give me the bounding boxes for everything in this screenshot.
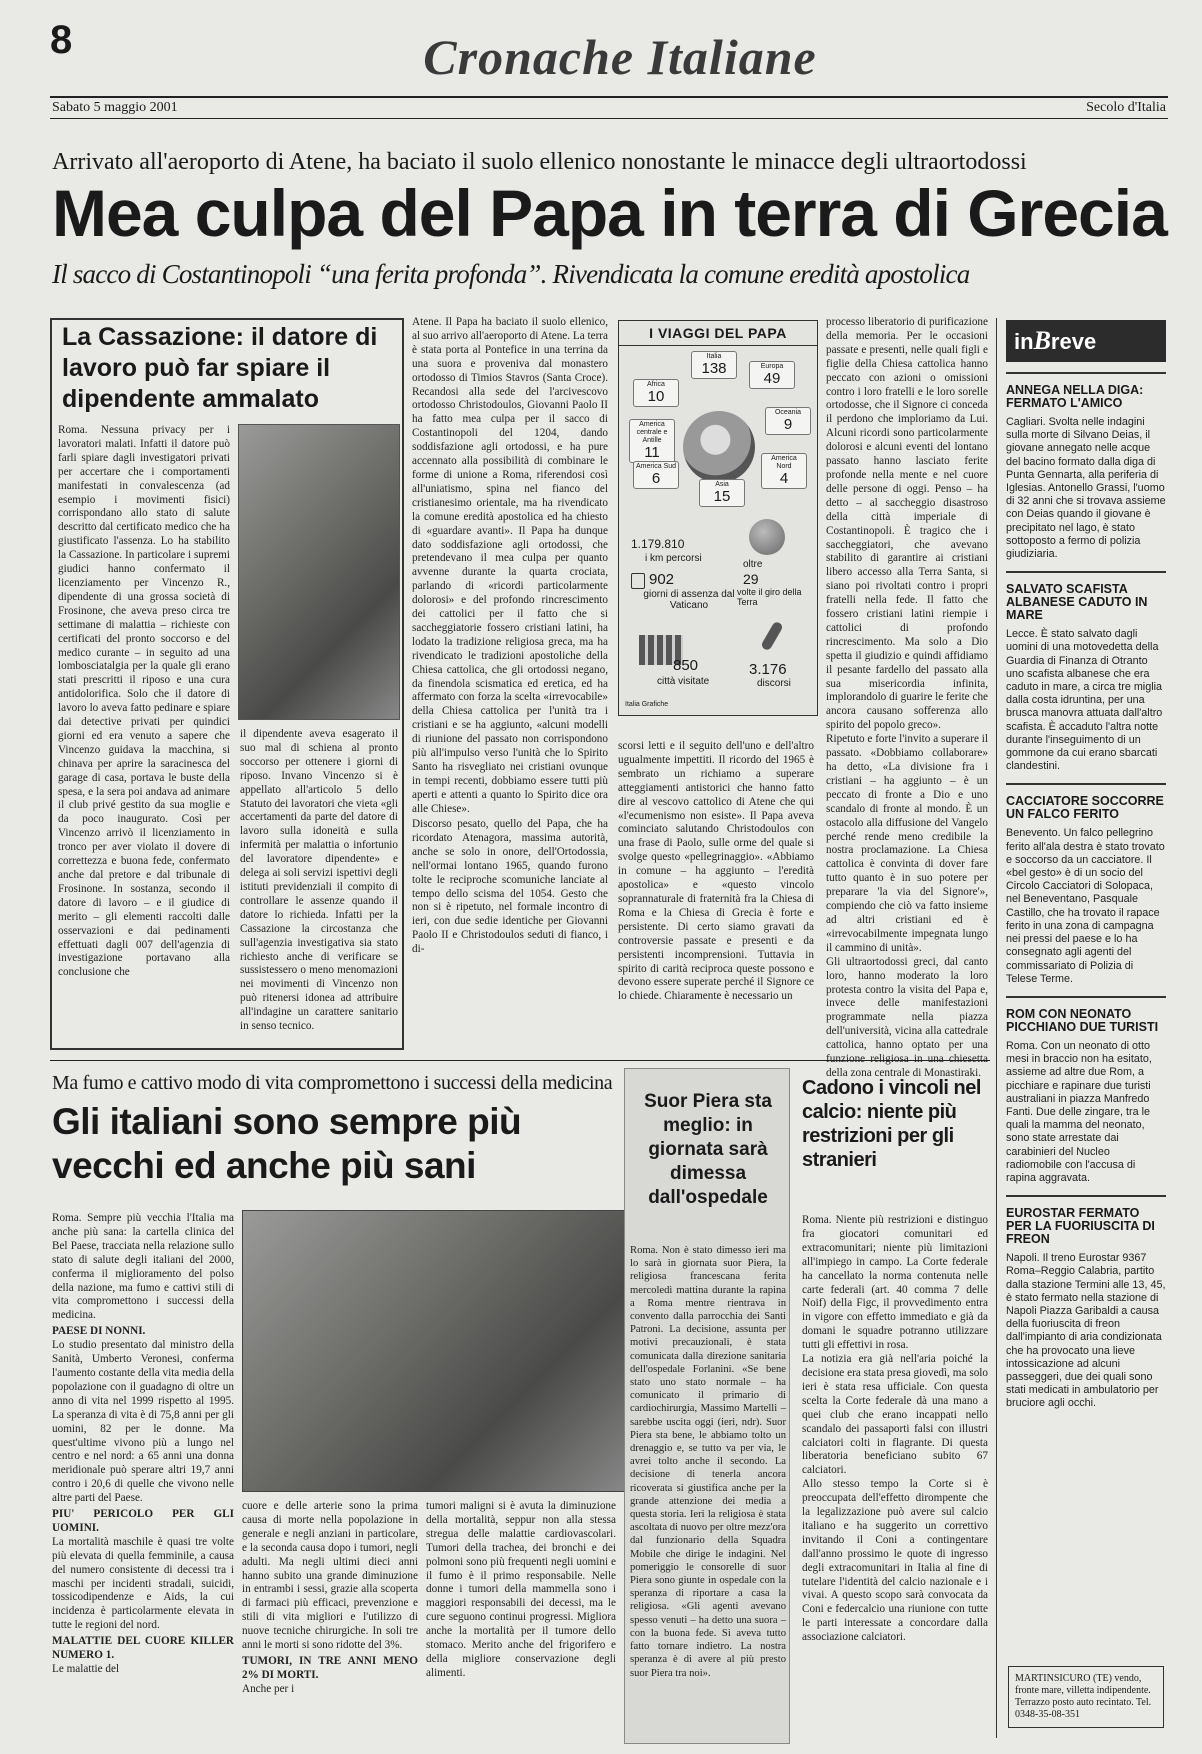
- divider-mid: [50, 1060, 990, 1061]
- region-item: [749, 361, 795, 389]
- breve-item-title: ANNEGA NELLA DIGA: FERMATO L'AMICO: [1006, 383, 1144, 410]
- breve-item-title: ROM CON NEONATO PICCHIANO DUE TURISTI: [1006, 1006, 1159, 1034]
- calcio-body: Roma. Niente più restrizioni e distinguo fra giocatori comunitari ed extracomunitari; niente più limitazioni all'impiego in campo. La Corte federale ha cancellato la norma contenuta nelle carte federali (art. 40 comma 7 delle Noif) della Figc, il provvedimento entra in vigore con effetto immediato e già da domani le squadre potranno utilizzare tutti gli effettivi in rosa. La notizia era già nell'aria poiché la decisione era stata presa giovedì, ma solo ieri è stata resa ufficiale. Con questa scelta la Corte federale dà una mano a quei club che erano incappati nello scandalo dei passaporti falsi con illustri calciatori colti in flagrante. Di questa liberatoria beneficiano subito 67 calciatori. Allo stesso tempo la Corte si è preoccupata dell'effetto dirompente che la legalizzazione può avere sul calcio italiano e ha suggerito un correttivo invitando il Coni a contingentare dall'anno prossimo le quote di ingresso degli extracomunitari in Italia al fine di tutelare l'identità del calcio nazionale e i vivai. A questo scopo sarà convocata da Coni e federcalcio una riunione con tutte le parti interessate a concordare dalla associazione calciatori.: [802, 1214, 988, 1644]
- health-col1: [52, 1212, 234, 1742]
- breve-item-body: Napoli. Il treno Eurostar 9367 Roma–Reggio Calabria, partito dalla stazione Termini alle 13, 45, è stato fermato nella stazione di Napoli Piazza Garibaldi a causa della fuoriuscita di freon dall'impianto di aria condizionata che ha provocato una lieve intossicazione ad alcuni passeggeri, due dei quali sono stati medicati in ambulatorio per bruciore agli occhi.: [1006, 1252, 1166, 1410]
- region-value: 9: [783, 416, 793, 433]
- main-lead: Atene. Il Papa ha baciato il suolo ellenico, al suo arrivo all'aeroporto di Atene. La terra è stata porta al Pontefice in una terrina da una suora e proveniva dal monastero ortodosso di Timios Stavros (Santa Croce). Recandosi alla sede del l'arcivescovo ortodosso Christodoulos, Giovanni Paolo II ha fatto mea culpa per il sacco di Costantinopoli del 1204, dando soddisfazione agli ortodossi, e ha pure accennato alla possibilità di combinare le forme di unione a Roma, riferendosi così all'uniatismo, spina nel fianco del cristianesimo orientale, ma ha rivendicato la comune eredità apostolica ed ha chiesto di «guardare avanti». Il Papa ha dunque dato soddisfazione agli ortodossi, che pretendevano il mea culpa per quanto avvenne durante la quarta crociata, parlando di «ricordi particolarmente dolorosi» e del profondo rincrescimento dei cattolici per il fatto che si saccheggiatorie fossero cristiani latini, ha lodato la tradizione religiosa greca, ma ha rivendicato le tradizioni apostoliche della Chiesa cattolica, che gli ortodossi negano, da finendola scismatica ed eretica, ed ha affermato con forza la scelta «irrevocabile» della Chiesa cattolica per l'unità tra i cristiani e se ha aggiunto, «alcuni modelli di riunione del passato non corrispondono più all'impulso verso l'unità che lo Spirito Santo ha risvegliato nei cristiani ovunque in tempi recenti, dobbiamo essere tutti più aperti e attenti a quanto lo Spirito dice ora alle Chiese».: [412, 316, 608, 815]
- breve-header-b: B: [1033, 326, 1051, 355]
- region-value: 4: [779, 470, 789, 487]
- paper-name: Secolo d'Italia: [1086, 100, 1166, 115]
- earth-label: volte il giro della Terra: [737, 587, 802, 607]
- breve-column: [1006, 320, 1166, 1732]
- infographic-credit: Italia Grafiche: [625, 701, 669, 708]
- km-label: i km percorsi: [645, 553, 702, 564]
- region-label: Oceania: [774, 409, 802, 416]
- cities-label: città visitate: [657, 676, 710, 687]
- region-label: Asia: [715, 481, 729, 488]
- earth-value: 29: [743, 571, 759, 587]
- section-title: Cronache Italiane: [423, 29, 817, 85]
- health-sub3: MALATTIE DEL CUORE KILLER NUMERO 1.: [52, 1635, 234, 1662]
- region-item: [633, 379, 679, 407]
- header-rule-top: [50, 96, 1168, 98]
- region-item: [761, 453, 807, 489]
- region-item: [691, 351, 737, 379]
- main-kicker: Arrivato all'aeroporto di Atene, ha baciato il suolo ellenico nonostante le minacce degli ultraortodossi: [52, 149, 1027, 175]
- region-label: Africa: [647, 381, 665, 388]
- cassazione-body-col2: il dipendente aveva esagerato il suo mal di schiena al pronto soccorso per ottenere i giorni di riposo. Invano Vincenzo si è appellato all'articolo 5 dello Statuto dei lavoratori che vieta «gli accertamenti da parte del datore di lavoro sulla idoneità e sulla infermità per malattia o infortunio del lavoratore dipendente» e delega ai soli servizi ispettivi degli istituti previdenziali il compito di controllare le assenze quando il datore lo richieda. Infatti per la Cassazione la circostanza che sull'agenzia investigativa sia stato richiesto anche di verificare se sussistessero o meno menomazioni nei movimenti di Vincenzo non può ritenersi idonea ad attribuire all'indagine un carattere sanitario in senso tecnico.: [240, 728, 398, 1033]
- region-item: [765, 407, 811, 435]
- pope-figure: [683, 411, 755, 483]
- region-value: 6: [651, 470, 661, 487]
- health-body4: Le malattie del: [52, 1663, 120, 1675]
- breve-header: [1006, 320, 1166, 362]
- cassazione-headline: La Cassazione: il datore di lavoro può far spiare il dipendente ammalato: [62, 323, 378, 413]
- speeches-value: 3.176: [749, 661, 787, 678]
- health-sub2: PIU' PERICOLO PER GLI UOMINI.: [52, 1508, 234, 1534]
- main-col3: scorsi letti e il seguito dell'uno e dell'altro ugualmente impettiti. Il ricordo del 1965 è sembrato un richiamo a superare atteggiamenti antistorici che hanno fatto dire al vescovo cattolico di Atene che qui «l'ecumenismo non esiste». Il Papa aveva cominciato salutando Christodoulos con una frase di Paolo, sulle orme del quale si svolge questo «pellegrinaggio». «Abbiamo in comune – ha aggiunto – l'eredità apostolica» e «questo vincolo soprannaturale di fraternità fra la Chiesa di Roma e la Chiesa di Grecia è forte e persistente. Di certo siamo gravati da controversie passate e presenti e da persistenti incomprensioni. Tuttavia in spirito di carità reciproca queste possono e devono essere superate perché il Signore ce lo chiede. Chiaramente è necessario un: [618, 740, 814, 1003]
- region-value: 49: [763, 370, 781, 387]
- region-label: America centrale e Antille: [636, 421, 668, 444]
- region-label: Italia: [706, 353, 722, 360]
- breve-item: [1006, 996, 1166, 1185]
- health-body2: Lo studio presentato dal ministro della Sanità, Umberto Veronesi, conferma l'aumento costante della vita media della popolazione con il guadagno di oltre un anno di vita nel 1999 rispetto al 1995. La speranza di vita è di 75,8 anni per gli uomini, 82 per le donne. Ma quest'ultime vivono più a lungo nel centro e nel nord: a 65 anni una donna meridionale può sperare altri 19,7 anni contro i 20,6 di quelle che vivono nelle altre parti del Paese.: [52, 1339, 234, 1505]
- days-label: giorni di assenza dal Vaticano: [643, 589, 735, 611]
- globe-icon: [749, 519, 785, 555]
- breve-item: [1006, 1195, 1166, 1410]
- health-kicker: Ma fumo e cattivo modo di vita compromettono i successi della medicina: [52, 1072, 613, 1094]
- region-label: Europa: [760, 363, 784, 370]
- health-col3: tumori maligni si è avuta la diminuzione della mortalità, seppur non alla stessa stregua delle malattie cardiovascolari. Tumori della trachea, dei bronchi e dei polmoni sono più frequenti negli uomini e il fumo è il primo responsabile. Nelle donne i tumori della mammella sono i maggiori responsabili dei decessi, ma le cure seguono continui progressi. Migliora anche la mortalità per il tumore dello stomaco. Merito anche del frigorifero e della migliore conservazione degli alimenti.: [426, 1500, 616, 1679]
- earth-prefix: oltre: [743, 559, 763, 570]
- infographic-title: I VIAGGI DEL PAPA: [619, 321, 817, 346]
- region-value: 138: [701, 360, 727, 377]
- breve-item-body: Benevento. Un falco pellegrino ferito all'ala destra è stato trovato e soccorso da un cacciatore. Il «bel gesto» è di un socio del Circolo Cacciatori di Solopaca, nel Beneventano, Pasquale Castillo, che ha trovato il rapace ferito in una zona di campagna nei pressi del paese e lo ha consegnato agli agenti del commissariato di Polizia di Telese Terme.: [1006, 827, 1165, 985]
- health-photo: [242, 1210, 628, 1492]
- region-value: 10: [647, 388, 665, 405]
- health-col2-text: cuore e delle arterie sono la prima causa di morte nella popolazione in generale e negli anziani in particolare, e la seconda causa dopo i tumori, negli adulti. Ma negli ultimi dieci anni hanno subito una grande diminuzione in entrambi i sessi, grazie alla scoperta di farmaci più efficaci, prevenzione e stili di vita migliori e l'utilizzo di nuove tecniche chirurgiche. In soli tre anni le morti si sono ridotte del 3%.: [242, 1500, 418, 1652]
- date-line: Sabato 5 maggio 2001: [52, 100, 178, 115]
- page-number: 8: [50, 18, 73, 62]
- days-value: 902: [649, 571, 675, 588]
- breve-item-title: CACCIATORE SOCCORRE UN FALCO FERITO: [1006, 794, 1164, 822]
- breve-item: [1006, 783, 1166, 985]
- infographic-box: [618, 320, 818, 716]
- cassazione-photo: [238, 424, 400, 720]
- breve-items: [1006, 372, 1166, 1411]
- breve-item: [1006, 372, 1166, 561]
- health-col2b: Anche per i: [242, 1682, 295, 1695]
- km-value: 1.179.810: [631, 537, 685, 551]
- breve-header-in: in: [1014, 329, 1034, 354]
- divider-main-breve: [996, 318, 997, 1738]
- main-col4: processo liberatorio di purificazione della memoria. Per le occasioni passate e presenti, nelle quali figli e figlie della Chiesa cattolica hanno peccato con azioni o omissioni contro i loro fratelli e le loro sorelle ortodosse, che il Signore ci conceda il perdono che imploriamo da Lui. Alcuni ricordi sono particolarmente dolorosi e alcuni eventi del lontano passato hanno lasciato ferite profonde nella mente e nel cuore delle persone di oggi. Penso – ha detto – al saccheggio disastroso della città imperiale di Costantinopoli. È tragico che i saccheggiatori, che avevano stabilito di garantire ai cristiani libero accesso alla Terra Santa, si siano poi rivoltati contro i propri fratelli nella fede. Il fatto che fossero cristiani latini riempie i cattolici di profondo rincrescimento. Ma solo a Dio spetta il giudizio e quindi affidiamo il pesante fardello del passato alla sua misericordia infinita, implorandolo di guarire le ferite che ancora causano sofferenza allo spirito del popolo greco». Ripetuto e forte l'invito a superare il passato. «Dobbiamo collaborare» ha detto, «La divisione fra i cristiani – ha aggiunto – è un peccato di fronte a Dio e uno scandalo di fronte al mondo. È un ostacolo alla diffusione del Vangelo perché rende meno credibile la nostra proclamazione. La Chiesa cattolica è convinta di dover fare tutto quanto è in suo potere per preparare 'la via del Signore'», compiendo che ciò va fatto insieme ad altri cristiani ed è «irrevocabilmente impegnata lungo il cammino di unità». Gli ultraortodossi greci, dal canto loro, hanno moderato la loro protesta contro la visita del Papa e, invece delle manifestazioni programmate nella piazza dell'università, vicina alla cattedrale cattolica, hanno optato per una della zona centrale di Monastiraki.: [826, 316, 988, 1079]
- region-item: [629, 419, 675, 463]
- main-headline: Mea culpa del Papa in terra di Grecia: [52, 176, 1167, 250]
- breve-header-rest: reve: [1050, 329, 1097, 354]
- speeches-label: discorsi: [757, 678, 791, 689]
- breve-item: [1006, 571, 1166, 773]
- breve-item-body: Roma. Con un neonato di otto mesi in braccio non ha esitato, assieme ad altre due Rom, a picchiare e rapinare due turisti australiani in piazza Manfredo Fanti. Due delle zingare, tra le quali la mamma del neonato, sono state arrestate dai carabinieri del Nucleo radiomobile con l'accusa di rapina aggravata.: [1006, 1039, 1152, 1184]
- breve-item-title: SALVATO SCAFISTA ALBANESE CADUTO IN MARE: [1006, 582, 1148, 623]
- health-headline: Gli italiani sono sempre più vecchi ed anche più sani: [52, 1101, 522, 1186]
- breve-item-title: EUROSTAR FERMATO PER LA FUORIUSCITA DI FREON: [1006, 1206, 1155, 1247]
- header-rule-bottom: [50, 118, 1168, 119]
- microphone-icon: [760, 621, 784, 652]
- piera-body: Roma. Non è stato dimesso ieri ma lo sarà in giornata suor Piera, la religiosa francescana ferita mercoledì mattina durante la rapina a Roma mentre rientrava in convento dalla parrocchia dei Santi Patroni. La decisione, assunta per motivi precauzionali, è stata comunicata dalla direzione sanitaria dell'ospedale Forlanini. «Se bene stato uno stato normale – ha comunicato il primario di cardiochirurgia, Massimo Martelli – sarebbe uscita oggi (ieri, ndr). Suor Piera sta bene, le abbiamo tolto un drenaggio e, se tutto va per via, le avrei tolto anche il secondo. La decisione di tenerla ancora ricoverata si giustifica anche per la grande attenzione dei media a questa storia. Ieri la religiosa è stata ascoltata di nuovo per oltre mezz'ora dal funzionario della Squadra Mobile che dirige le indagini. Nel pomeriggio le consorelle di suor Piera sono giunte in ospedale con la speranza di riportare a casa la religiosa. «Gli agenti avevano spesso venuti – ha detto una suora – con la buona fede. Si aveva tutto fatto tornare indietro. La nostra speranza è di avere al più presto suor Piera tra noi».: [630, 1245, 786, 1679]
- region-value: 15: [713, 488, 731, 505]
- health-sub4: TUMORI, IN TRE ANNI MENO 2% DI MORTI.: [242, 1654, 418, 1681]
- health-body3: La mortalità maschile è quasi tre volte più elevata di quella femminile, a causa del numero consistente di decessi tra i maschi per incidenti stradali, suicidi, tossicodipendenze e Aids, la cui incidenza è particolarmente elevata in tutte le regioni del nord.: [52, 1535, 234, 1632]
- breve-item-body: Lecce. È stato salvato dagli uomini di una motovedetta della Guardia di Finanza di Otranto uno scafista albanese che era caduto in mare, a circa tre miglia dalla costa idruntina, per una brusca manovra attuata dall'altro scafista. È accaduto l'altra notte durante l'inseguimento di un gommone da cui erano sbarcati clandestini.: [1006, 628, 1163, 773]
- main-subhead: Il sacco di Costantinopoli “una ferita profonda”. Rivendicata la comune eredità apostolica: [52, 259, 970, 289]
- cassazione-body-col1: Roma. Nessuna privacy per i lavoratori malati. Infatti il datore può farli spiare dagli investigatori privati per accertare che i comportamenti manifestati in convalescenza (ad esempio i movimenti fisici) corrispondano allo stato di salute descritto dal certificato medico che ha giustificato l'assenza. Lo ha stabilito la Cassazione. In particolare i supremi giudici hanno confermato il licenziamento per Vincenzo R., dipendente di una grossa società di Frosinone, che aveva preso circa tre settimane di malattia – richieste con certificati del pronto soccorso e del medico curante – in seguito ad una lombosciatalgia per la quale gli erano stati prescritti il riposo e una cura antidolorifica. Solo che il datore di lavoro lo aveva fatto pedinare e spiare dai detective privati per quindici giorni ed era venuto a sapere che Vincenzo guidava la macchina, si chinava per aprire la saracinesca del garage di casa, portava le buste della spesa, e la sera poi andava ad animare il club privé gestito da sua moglie e da poco inaugurato. Così per Vincenzo arrivò il licenziamento in tronco per aver violato il dovere di correttezza e buona fede, confermato anche dal pretore e dal tribunale di Frosinone. In sostanza, secondo il datore di lavoro – e il giudice di merito – gli elementi raccolti dalle osservazioni e dai pedinamenti effettuati dagli 007 dell'agenzia di investigazione portavano alla conclusione che: [58, 424, 230, 979]
- health-sub1: PAESE DI NONNI.: [52, 1325, 146, 1338]
- region-value: 11: [644, 444, 660, 461]
- region-item: [699, 479, 745, 507]
- region-label: America Nord: [771, 455, 797, 470]
- breve-item-body: Cagliari. Svolta nelle indagini sulla morte di Silvano Deias, il giovane annegato nelle acque del bacino formato dalla diga di Punta Gennarta, alla periferia di Iglesias. Antonello Grassi, l'uomo di 32 anni che si trovava assieme con Deias quando il giovane è precipitato nel lago, è stato sottoposto a fermo di polizia giudiziaria.: [1006, 416, 1166, 561]
- calcio-headline: Cadono i vincoli nel calcio: niente più restrizioni per gli stranieri: [802, 1077, 981, 1171]
- calendar-icon: [631, 573, 645, 589]
- cities-value: 850: [673, 657, 699, 674]
- health-body1: Roma. Sempre più vecchia l'Italia ma anche più sana: la cartella clinica del Bel Paese, tracciata nella relazione sullo stato di salute degli italiani del 2000, conferma il miglioramento del polso della nazione, ma fumo e cattivi stili di vita compromettono i successi della medicina.: [52, 1212, 234, 1322]
- health-col2: [242, 1500, 418, 1742]
- main-lead-continued: Discorso pesato, quello del Papa, che ha ricordato Atenagora, massima autorità, anche se solo in onore, dell'Ortodossia, nell'ormai lontano 1965, quando furono tolte le reciproche scomuniche lanciate al tempo dello scisma del 1054. Gesto che non si è ripetuto, nel formale incontro di ieri, con due sedie identiche per Giovanni Paolo II e Christodoulos seduti di fianco, i di-: [412, 818, 608, 956]
- region-item: [633, 461, 679, 489]
- classified-ad: MARTINSICURO (TE) vendo, fronte mare, villetta indipendente. Terrazzo posto auto recintato. Tel. 0348-35-08-351: [1008, 1666, 1164, 1728]
- piera-headline: Suor Piera sta meglio: in giornata sarà dimessa dall'ospedale: [644, 1091, 772, 1208]
- region-label: America Sud: [635, 463, 677, 470]
